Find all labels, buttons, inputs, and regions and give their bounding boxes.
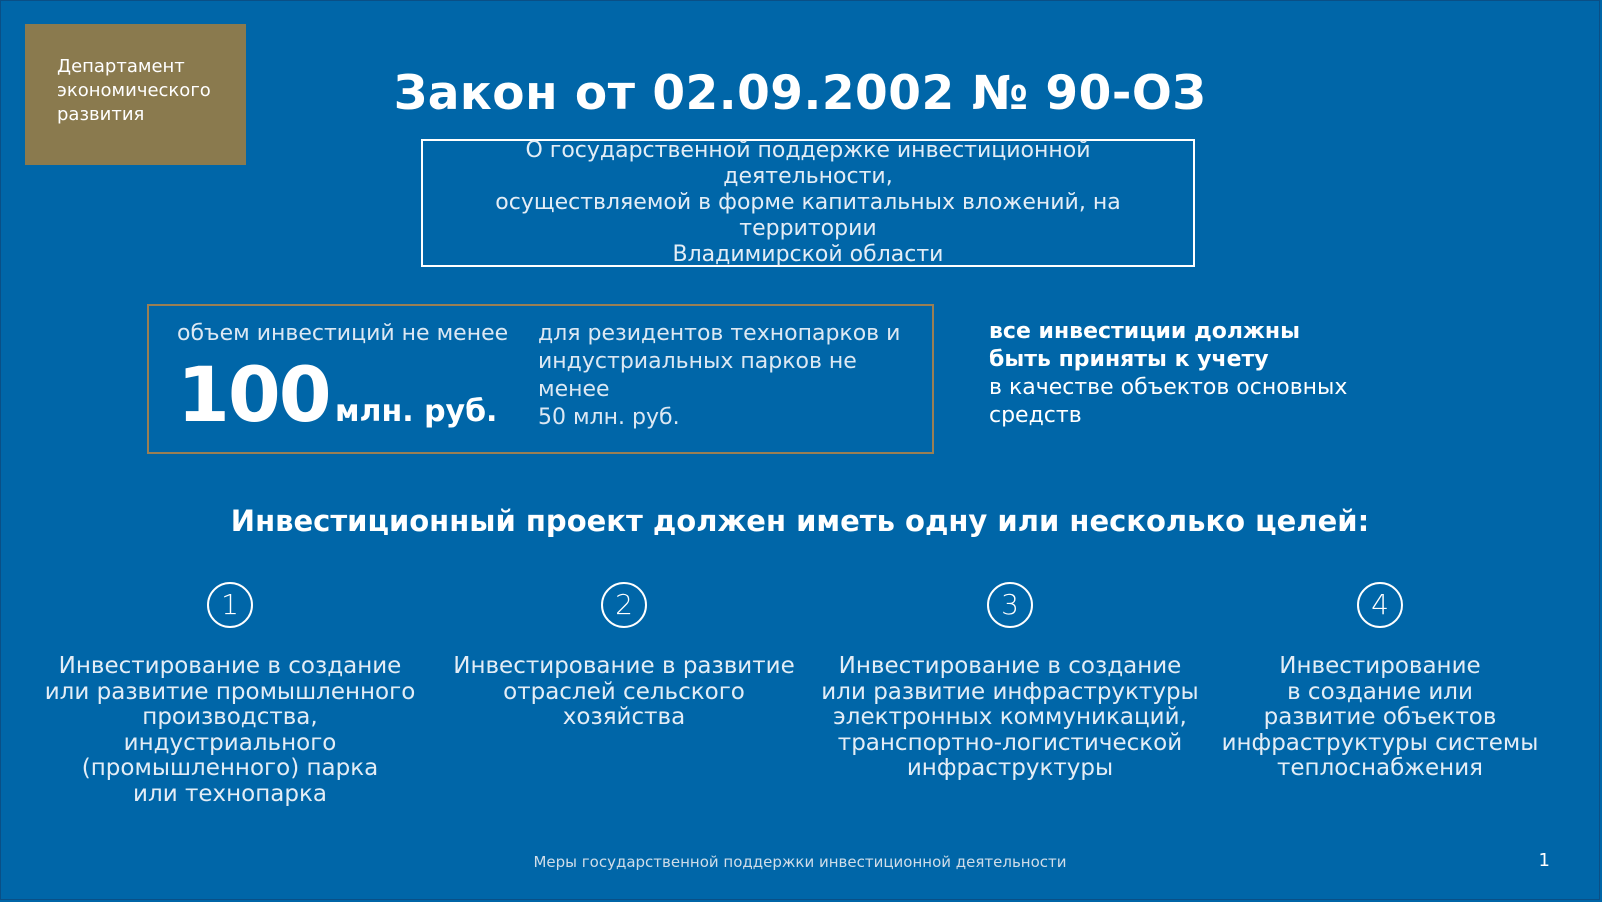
law-subject-line: осуществляемой в форме капитальных вложений, на территории (495, 190, 1121, 241)
goals-heading: Инвестиционный проект должен иметь одну или несколько целей: (230, 504, 1370, 538)
goal-text-line: (промышленного) парка (81, 755, 379, 781)
fixed-assets-bold-line: быть приняты к учету (989, 347, 1269, 372)
goal-item-2 (434, 582, 814, 731)
department-line: Департамент (57, 56, 185, 77)
residents-threshold (538, 320, 918, 432)
fixed-assets-line: в качестве объектов основных (989, 375, 1348, 400)
goal-text-line: инфраструктуры (906, 755, 1114, 781)
goal-text-line: транспортно-логистической (837, 729, 1183, 756)
goal-item-4 (1190, 582, 1570, 782)
goal-text-line: в создание или (1287, 678, 1473, 705)
goal-text (1190, 654, 1570, 782)
goal-text-line: теплоснабжения (1276, 755, 1483, 781)
investment-amount: 100 (177, 350, 330, 439)
goal-text-line: Инвестирование (1279, 653, 1481, 679)
fixed-assets-line: средств (989, 403, 1082, 428)
page-number: 1 (1538, 850, 1550, 871)
goal-text-line: хозяйства (562, 704, 686, 730)
slide-footer: Меры государственной поддержки инвестиционной деятельности (533, 853, 1067, 871)
goal-text-line: инфраструктуры системы (1221, 729, 1539, 756)
investment-threshold-box (147, 304, 934, 454)
department-line: развития (57, 104, 145, 125)
investment-unit: млн. руб. (335, 394, 498, 429)
goal-text-line: или развитие промышленного (44, 678, 416, 705)
goal-item-1 (40, 582, 420, 807)
goal-text (434, 654, 814, 731)
investment-min-label: объем инвестиций не менее (177, 321, 509, 346)
goal-item-3 (820, 582, 1200, 782)
goal-number-circle: 3 (987, 582, 1033, 628)
goal-text-line: электронных коммуникаций, (833, 704, 1187, 730)
goal-number-circle: 4 (1357, 582, 1403, 628)
goal-text-line: отраслей сельского (503, 678, 745, 705)
goal-text (820, 654, 1200, 782)
goal-text-line: или развитие инфраструктуры (821, 678, 1199, 705)
fixed-assets-note (989, 318, 1389, 430)
law-subject-line: Владимирской области (672, 242, 944, 267)
goal-text-line: производства, индустриального (123, 704, 337, 756)
goal-text-line: или технопарка (133, 780, 327, 807)
goal-text-line: Инвестирование в создание (58, 653, 402, 679)
law-subject-line: О государственной поддержке инвестиционной деятельности, (525, 138, 1091, 189)
residents-line: индустриальных парков не менее (538, 349, 857, 402)
slide-title: Закон от 02.09.2002 № 90-ОЗ (393, 66, 1207, 121)
goal-number-circle: 1 (207, 582, 253, 628)
department-badge (25, 24, 246, 165)
goal-text (40, 654, 420, 807)
residents-line: 50 млн. руб. (538, 405, 680, 430)
law-subject-box (421, 139, 1195, 267)
goal-text-line: Инвестирование в создание (838, 653, 1182, 679)
goal-number-circle: 2 (601, 582, 647, 628)
department-line: экономического (57, 80, 211, 101)
goal-text-line: Инвестирование в развитие (453, 653, 795, 679)
residents-line: для резидентов технопарков и (538, 321, 901, 346)
fixed-assets-bold-line: все инвестиции должны (989, 319, 1300, 344)
goal-text-line: развитие объектов (1263, 704, 1497, 730)
